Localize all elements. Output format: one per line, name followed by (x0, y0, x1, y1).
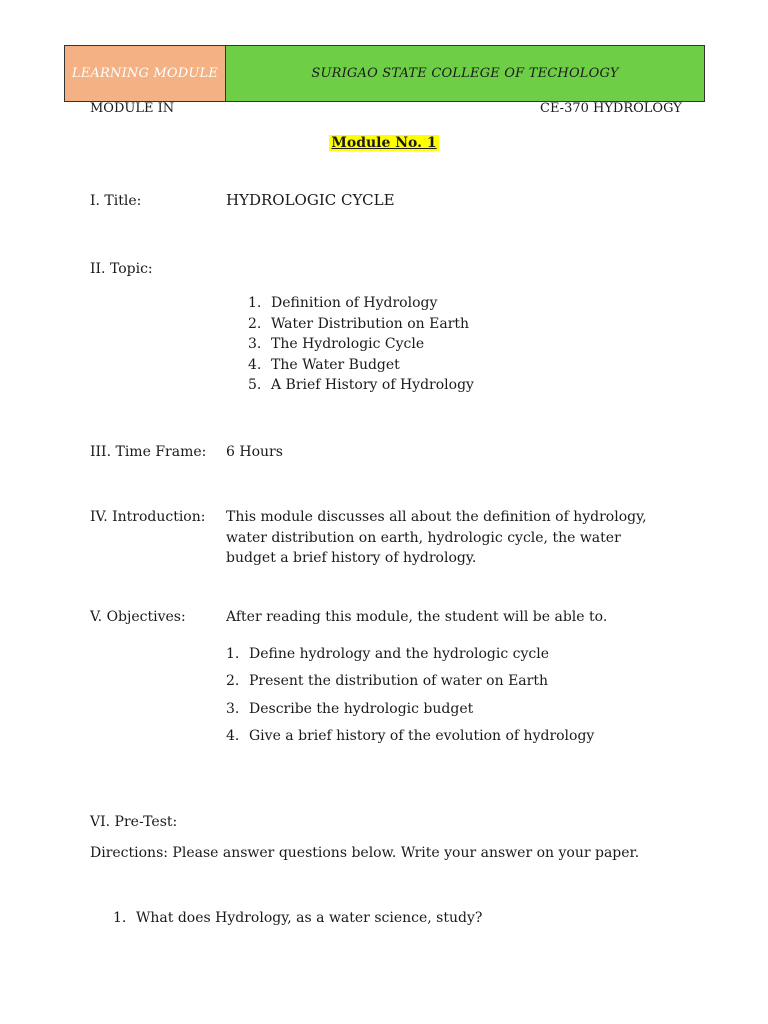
objective-num: 2. (226, 673, 240, 690)
topic-text: Water Distribution on Earth (271, 315, 470, 332)
topic-item (248, 375, 474, 396)
topic-item (248, 314, 474, 335)
objective-text: Define hydrology and the hydrologic cycle (249, 646, 549, 662)
title-value: HYDROLOGIC CYCLE (226, 191, 395, 209)
topic-num: 4. (248, 356, 262, 373)
introduction-text: This module discusses all about the definition of hydrology, water distribution on earth, hydrologic cycle, the water budget a brief history of hydrology. (226, 509, 647, 566)
objective-item (226, 671, 594, 698)
topic-num: 1. (248, 295, 262, 311)
topic-text: A Brief History of Hydrology (271, 377, 474, 393)
topic-num: 2. (248, 315, 262, 332)
title-label: I. Title: (90, 193, 142, 209)
timeframe-label: III. Time Frame: (90, 444, 207, 460)
topic-text: Definition of Hydrology (271, 295, 438, 311)
topic-item (248, 355, 474, 376)
objective-item (226, 699, 594, 726)
module-number-wrap (0, 133, 768, 153)
topic-item (248, 293, 474, 314)
objectives-lead: After reading this module, the student will be able to. (226, 609, 608, 625)
objective-text: Describe the hydrologic budget (249, 700, 474, 717)
pretest-directions: Directions: Please answer questions below. Write your answer on your paper. (90, 845, 640, 861)
objective-num: 4. (226, 727, 240, 744)
objective-num: 1. (226, 646, 240, 662)
topic-list (248, 293, 474, 396)
topic-text: The Water Budget (271, 356, 400, 373)
objectives-label: V. Objectives: (90, 609, 186, 625)
question-num: 1. (113, 910, 127, 926)
question-text: What does Hydrology, as a water science, study? (136, 910, 483, 926)
college-name: SURIGAO STATE COLLEGE OF TECHOLOGY (226, 46, 704, 101)
module-in-label: MODULE IN (90, 101, 175, 116)
learning-module-label: LEARNING MODULE (65, 46, 226, 101)
pretest-label: VI. Pre-Test: (90, 814, 178, 830)
objective-item (226, 644, 594, 671)
question-item (113, 908, 482, 928)
objective-text: Give a brief history of the evolution of hydrology (249, 727, 595, 744)
objective-num: 3. (226, 700, 240, 717)
module-number: Module No. 1 (331, 135, 437, 151)
header-band (64, 45, 705, 102)
question-list (113, 908, 482, 928)
topic-item (248, 334, 474, 355)
topic-num: 5. (248, 377, 262, 393)
objective-text: Present the distribution of water on Earth (249, 673, 548, 690)
course-code: CE-370 HYDROLOGY (540, 101, 682, 116)
timeframe-value: 6 Hours (226, 444, 283, 460)
objective-item (226, 726, 594, 753)
introduction-label: IV. Introduction: (90, 509, 206, 525)
objectives-list (226, 644, 594, 753)
topic-label: II. Topic: (90, 261, 153, 277)
topic-text: The Hydrologic Cycle (271, 336, 425, 352)
topic-num: 3. (248, 336, 262, 352)
